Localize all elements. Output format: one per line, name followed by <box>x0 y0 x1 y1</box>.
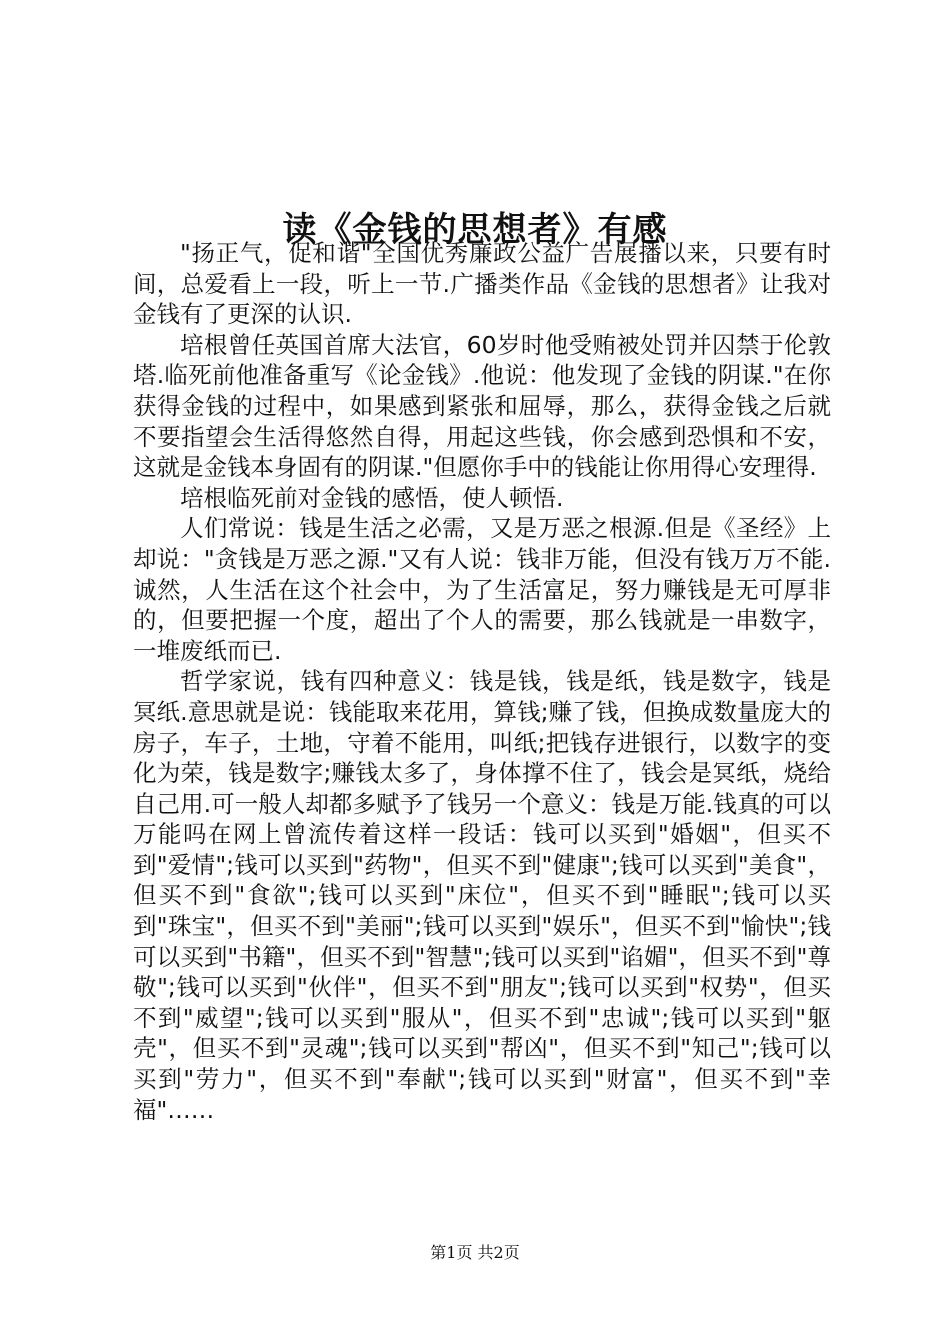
paragraph-2: 培根曾任英国首席大法官，60岁时他受贿被处罚并囚禁于伦敦塔.临死前他准备重写《论金钱》.他说：他发现了金钱的阴谋."在你获得金钱的过程中，如果感到紧张和屈辱，那么，获得金钱之后就不要指望会生活得悠然自得，用起这些钱，你会感到恐惧和不安，这就是金钱本身固有的阴谋."但愿你手中的钱能让你用得心安理得. <box>133 330 831 482</box>
document-body <box>133 238 831 1125</box>
paragraph-1: "扬正气，促和谐"全国优秀廉政公益广告展播以来，只要有时间，总爱看上一段，听上一节.广播类作品《金钱的思想者》让我对金钱有了更深的认识. <box>133 239 831 329</box>
paragraph-5: 哲学家说，钱有四种意义：钱是钱，钱是纸，钱是数字，钱是冥纸.意思就是说：钱能取来花用，算钱;赚了钱，但换成数量庞大的房子，车子，土地，守着不能用，叫纸;把钱存进银行，以数字的变化为荣，钱是数字;赚钱太多了，身体撑不住了，钱会是冥纸，烧给自己用.可一般人却都多赋予了钱另一个意义：钱是万能.钱真的可以万能吗在网上曾流传着这样一段话：钱可以买到"婚姻"，但买不到"爱情";钱可以买到"药物"，但买不到"健康";钱可以买到"美食"，但买不到"食欲";钱可以买到"床位"，但买不到"睡眠";钱可以买到"珠宝"，但买不到"美丽";钱可以买到"娱乐"，但买不到"愉快";钱可以买到"书籍"，但买不到"智慧";钱可以买到"谄媚"，但买不到"尊敬";钱可以买到"伙伴"，但买不到"朋友";钱可以买到"权势"，但买不到"威望";钱可以买到"服从"，但买不到"忠诚";钱可以买到"躯壳"，但买不到"灵魂";钱可以买到"帮凶"，但买不到"知己";钱可以买到"劳力"，但买不到"奉献";钱可以买到"财富"，但买不到"幸福"…… <box>133 667 831 1124</box>
page-number-footer: 第1页 共2页 <box>430 1243 520 1262</box>
document-title: 读《金钱的思想者》有感 <box>282 209 668 250</box>
paragraph-3: 培根临死前对金钱的感悟，使人顿悟. <box>180 483 564 512</box>
paragraph-4: 人们常说：钱是生活之必需，又是万恶之根源.但是《圣经》上却说："贪钱是万恶之源."又有人说：钱非万能，但没有钱万万不能.诚然，人生活在这个社会中，为了生活富足，努力赚钱是无可厚非的，但要把握一个度，超出了个人的需要，那么钱就是一串数字，一堆废纸而已. <box>133 514 831 665</box>
